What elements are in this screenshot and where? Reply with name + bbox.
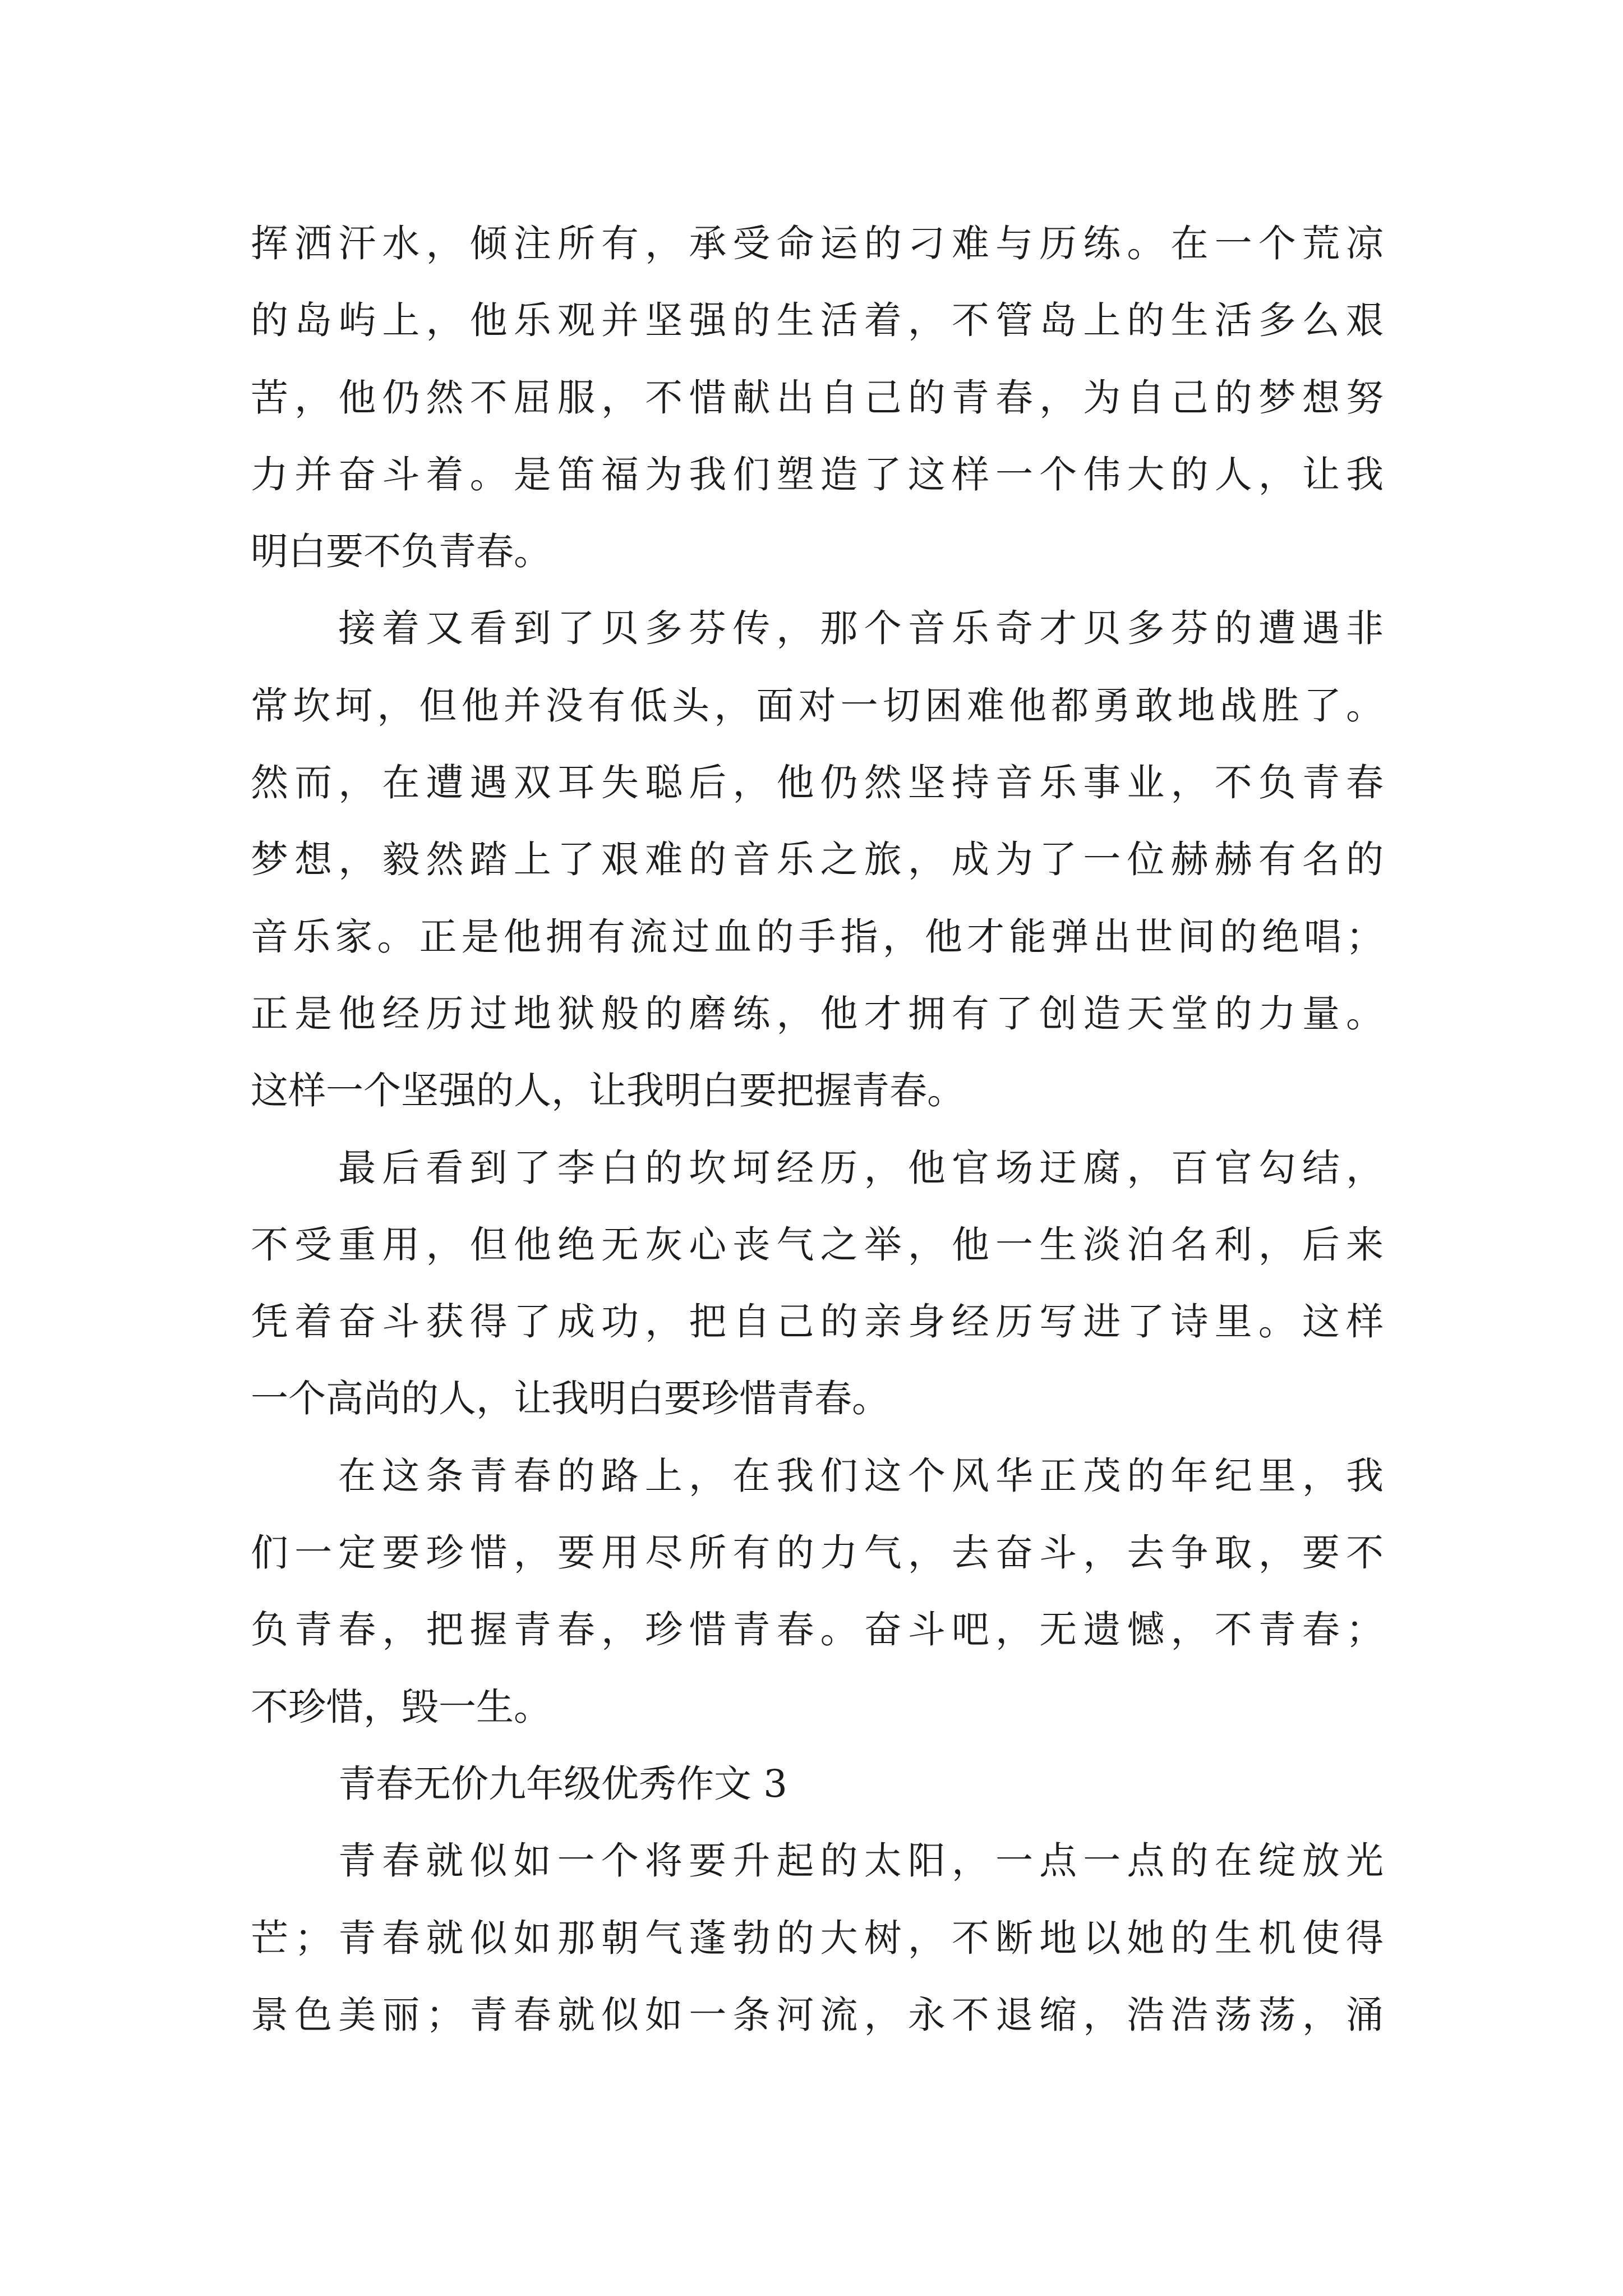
text-line: 在这条青春的路上，在我们这个风华正茂的年纪里，我 — [338, 1453, 1384, 1498]
text-line: 负青春，把握青春，珍惜青春。奋斗吧，无遗憾，不青春； — [251, 1608, 1384, 1652]
text-line: 不珍惜，毁一生。 — [251, 1685, 551, 1729]
text-line: 明白要不负青春。 — [251, 530, 551, 574]
text-line: 的岛屿上，他乐观并坚强的生活着，不管岛上的生活多么艰 — [251, 298, 1384, 343]
text-line: 力并奋斗着。是笛福为我们塑造了这样一个伟大的人，让我 — [251, 452, 1384, 496]
section-heading: 青春无价九年级优秀作文 3 — [338, 1761, 787, 1806]
text-line: 苦，他仍然不屈服，不惜献出自己的青春，为自己的梦想努 — [251, 375, 1384, 420]
text-line: 芒；青春就似如那朝气蓬勃的大树，不断地以她的生机使得 — [251, 1916, 1384, 1960]
body-text — [251, 205, 1384, 2054]
text-line: 挥洒汗水，倾注所有，承受命运的刁难与历练。在一个荒凉 — [251, 222, 1384, 265]
text-line: 常坎坷，但他并没有低头，面对一切困难他都勇敢地战胜了。 — [251, 683, 1384, 728]
text-line: 景色美丽；青春就似如一条河流，永不退缩，浩浩荡荡，涌 — [251, 1993, 1384, 2037]
text-line: 正是他经历过地狱般的磨练，他才拥有了创造天堂的力量。 — [251, 991, 1384, 1036]
text-line: 这样一个坚强的人，让我明白要把握青春。 — [251, 1069, 965, 1113]
text-line: 最后看到了李白的坎坷经历，他官场迂腐，百官勾结， — [338, 1145, 1384, 1190]
text-line: 接着又看到了贝多芬传，那个音乐奇才贝多芬的遭遇非 — [338, 606, 1384, 651]
text-line: 们一定要珍惜，要用尽所有的力气，去奋斗，去争取，要不 — [251, 1531, 1384, 1575]
text-line: 然而，在遭遇双耳失聪后，他仍然坚持音乐事业，不负青春 — [251, 761, 1384, 805]
text-line: 一个高尚的人，让我明白要珍惜青春。 — [251, 1377, 889, 1421]
text-line: 不受重用，但他绝无灰心丧气之举，他一生淡泊名利，后来 — [251, 1222, 1384, 1267]
text-line: 音乐家。正是他拥有流过血的手指，他才能弹出世间的绝唱； — [251, 914, 1384, 959]
text-line: 梦想，毅然踏上了艰难的音乐之旅，成为了一位赫赫有名的 — [251, 838, 1384, 882]
text-line: 青春就似如一个将要升起的太阳，一点一点的在绽放光 — [338, 1839, 1384, 1883]
text-line: 凭着奋斗获得了成功，把自己的亲身经历写进了诗里。这样 — [251, 1300, 1384, 1344]
